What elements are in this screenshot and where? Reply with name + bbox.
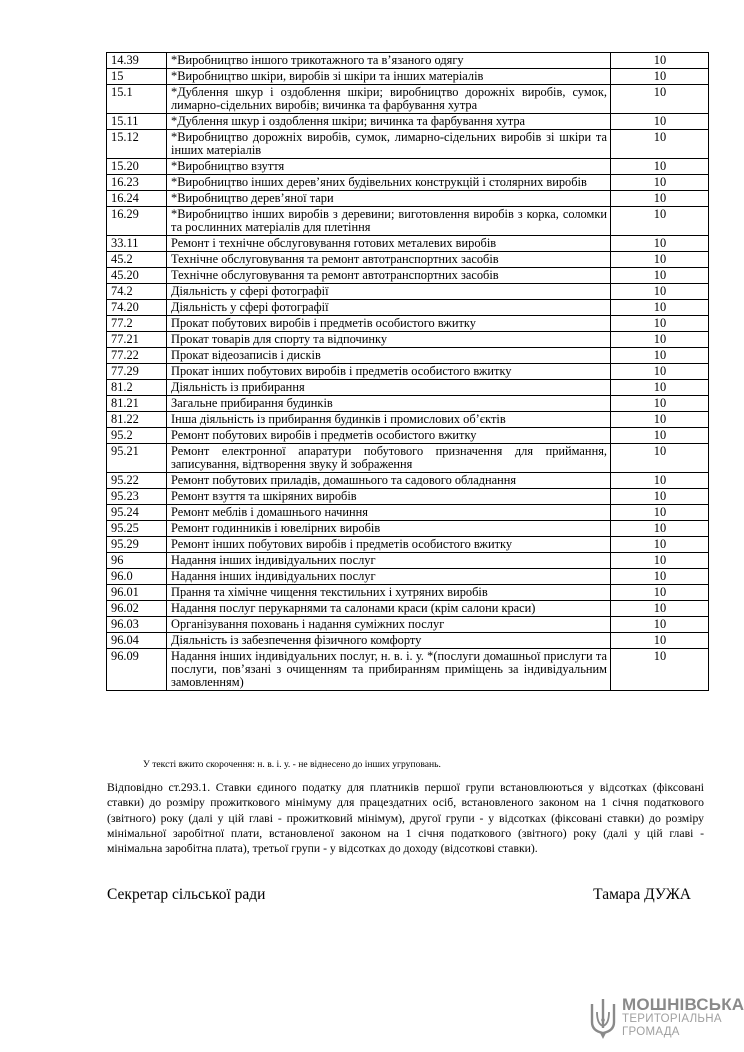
rate-cell: 10 [611,473,709,489]
table-row [107,428,709,444]
activity-name-cell: Організування поховань і надання суміжних послуг [167,617,611,633]
activity-name-cell: Ремонт інших побутових виробів і предметів особистого вжитку [167,537,611,553]
logo-line-2: ТЕРИТОРІАЛЬНА [622,1013,722,1025]
activity-name-cell: Прокат побутових виробів і предметів особистого вжитку [167,316,611,332]
table-row [107,364,709,380]
table-row [107,316,709,332]
activity-name-cell: *Виробництво дорожніх виробів, сумок, лимарно-сідельних виробів зі шкіри та інших матеріалів [167,130,611,159]
activity-name-cell: Діяльність у сфері фотографії [167,284,611,300]
activity-name-cell: *Виробництво інших дерев’яних будівельних конструкцій і столярних виробів [167,175,611,191]
kved-tax-rate-table [106,52,708,691]
code-cell: 16.23 [107,175,167,191]
rate-cell: 10 [611,649,709,691]
code-cell: 77.29 [107,364,167,380]
activity-name-cell: Ремонт годинників і ювелірних виробів [167,521,611,537]
code-cell: 95.21 [107,444,167,473]
rate-cell: 10 [611,130,709,159]
activity-name-cell: Прокат товарів для спорту та відпочинку [167,332,611,348]
table-row [107,617,709,633]
code-cell: 77.22 [107,348,167,364]
table-row [107,444,709,473]
table-row [107,537,709,553]
table-row [107,505,709,521]
code-cell: 15.11 [107,114,167,130]
table-row [107,268,709,284]
rate-cell: 10 [611,633,709,649]
activity-name-cell: Ремонт взуття та шкіряних виробів [167,489,611,505]
activity-name-cell: Надання інших індивідуальних послуг [167,569,611,585]
rate-cell: 10 [611,207,709,236]
rate-cell: 10 [611,268,709,284]
tax-rate-explanation-paragraph: Відповідно ст.293.1. Ставки єдиного податку для платників першої групи встановлюються у відсотках (фіксовані ставки) до розміру прожиткового мінімуму для працездатних осіб, встановленого законом на 1 січня податкового (звітного) року (далі у цій главі - прожитковий мінімум), другої групи - у відсотках (фіксовані ставки) до розміру мінімальної заробітної плати, встановленої законом на 1 січня податкового (звітного) року (далі у цій главі - мінімальна заробітна плата), третьої групи - у відсотках до доходу (відсоткові ставки). [107,781,704,856]
rate-cell: 10 [611,601,709,617]
activity-name-cell: Ремонт меблів і домашнього начиння [167,505,611,521]
activity-name-cell: *Дублення шкур і оздоблення шкіри; виробництво дорожніх виробів, сумок, лимарно-сідельних виробів; вичинка та фарбування хутра [167,85,611,114]
table-row [107,114,709,130]
table-row [107,569,709,585]
rate-cell: 10 [611,252,709,268]
rate-cell: 10 [611,300,709,316]
activity-name-cell: Загальне прибирання будинків [167,396,611,412]
table-row [107,601,709,617]
code-cell: 45.20 [107,268,167,284]
activity-name-cell: Технічне обслуговування та ремонт автотранспортних засобів [167,252,611,268]
code-cell: 81.2 [107,380,167,396]
rate-cell: 10 [611,585,709,601]
table-row [107,396,709,412]
rate-cell: 10 [611,396,709,412]
activity-name-cell: Інша діяльність із прибирання будинків і промислових об’єктів [167,412,611,428]
activity-name-cell: Діяльність із прибирання [167,380,611,396]
rate-cell: 10 [611,284,709,300]
code-cell: 95.23 [107,489,167,505]
rate-cell: 10 [611,553,709,569]
activity-name-cell: Прання та хімічне чищення текстильних і хутряних виробів [167,585,611,601]
table-row [107,284,709,300]
code-cell: 15.12 [107,130,167,159]
rate-cell: 10 [611,380,709,396]
table-row [107,412,709,428]
activity-name-cell: Діяльність із забезпечення фізичного комфорту [167,633,611,649]
code-cell: 95.24 [107,505,167,521]
rate-cell: 10 [611,53,709,69]
code-cell: 96.01 [107,585,167,601]
table-row [107,130,709,159]
community-logo [589,995,744,1043]
activity-name-cell: *Виробництво шкіри, виробів зі шкіри та інших матеріалів [167,69,611,85]
rate-cell: 10 [611,348,709,364]
table-row [107,380,709,396]
code-cell: 81.22 [107,412,167,428]
table-row [107,585,709,601]
rate-cell: 10 [611,489,709,505]
rate-cell: 10 [611,85,709,114]
activity-name-cell: Прокат інших побутових виробів і предметів особистого вжитку [167,364,611,380]
table-row [107,300,709,316]
signatory-position: Секретар сільської ради [107,886,266,903]
rate-cell: 10 [611,114,709,130]
activity-name-cell: Надання послуг перукарнями та салонами краси (крім салони краси) [167,601,611,617]
signatory-name: Тамара ДУЖА [593,886,691,903]
table-row [107,553,709,569]
code-cell: 95.2 [107,428,167,444]
code-cell: 81.21 [107,396,167,412]
rate-cell: 10 [611,69,709,85]
logo-line-3: ГРОМАДА [622,1026,680,1038]
code-cell: 16.29 [107,207,167,236]
trident-coat-of-arms-icon [589,998,617,1040]
code-cell: 77.2 [107,316,167,332]
activity-name-cell: *Виробництво взуття [167,159,611,175]
code-cell: 96.03 [107,617,167,633]
rate-cell: 10 [611,444,709,473]
table-row [107,489,709,505]
activity-name-cell: *Виробництво інших виробів з деревини; виготовлення виробів з корка, соломки та рослинних матеріалів для плетіння [167,207,611,236]
rate-cell: 10 [611,159,709,175]
activity-name-cell: Ремонт побутових приладів, домашнього та садового обладнання [167,473,611,489]
rate-cell: 10 [611,428,709,444]
code-cell: 74.2 [107,284,167,300]
activity-name-cell: Ремонт і технічне обслуговування готових металевих виробів [167,236,611,252]
rate-cell: 10 [611,505,709,521]
rate-cell: 10 [611,236,709,252]
rate-cell: 10 [611,364,709,380]
table-row [107,85,709,114]
activity-name-cell: Надання інших індивідуальних послуг [167,553,611,569]
code-cell: 45.2 [107,252,167,268]
code-cell: 96.0 [107,569,167,585]
rate-cell: 10 [611,191,709,207]
abbreviation-note: У тексті вжито скорочення: н. в. і. у. - не віднесено до інших угруповань. [143,759,441,770]
table-row [107,332,709,348]
activity-name-cell: *Виробництво іншого трикотажного та в’язаного одягу [167,53,611,69]
rate-cell: 10 [611,537,709,553]
logo-line-1: МОШНІВСЬКА [622,995,744,1014]
table-row [107,521,709,537]
table-row [107,53,709,69]
code-cell: 96.09 [107,649,167,691]
activity-name-cell: Надання інших індивідуальних послуг, н. в. і. у. *(послуги домашньої прислуги та послуги, пов’язані з очищенням та прибиранням приміщень за індивідуальним замовленням) [167,649,611,691]
code-cell: 95.22 [107,473,167,489]
activity-name-cell: Ремонт побутових виробів і предметів особистого вжитку [167,428,611,444]
table-row [107,348,709,364]
code-cell: 16.24 [107,191,167,207]
table-row [107,191,709,207]
table-row [107,175,709,191]
code-cell: 96.04 [107,633,167,649]
activity-name-cell: Технічне обслуговування та ремонт автотранспортних засобів [167,268,611,284]
code-cell: 96 [107,553,167,569]
code-cell: 74.20 [107,300,167,316]
activity-name-cell: Діяльність у сфері фотографії [167,300,611,316]
table-row [107,159,709,175]
kved-table [106,52,709,691]
code-cell: 15.20 [107,159,167,175]
rate-cell: 10 [611,175,709,191]
kved-table-body [107,53,709,691]
activity-name-cell: *Виробництво дерев’яної тари [167,191,611,207]
table-row [107,69,709,85]
code-cell: 33.11 [107,236,167,252]
rate-cell: 10 [611,569,709,585]
table-row [107,649,709,691]
code-cell: 96.02 [107,601,167,617]
code-cell: 95.25 [107,521,167,537]
table-row [107,207,709,236]
rate-cell: 10 [611,316,709,332]
code-cell: 14.39 [107,53,167,69]
activity-name-cell: Прокат відеозаписів і дисків [167,348,611,364]
activity-name-cell: *Дублення шкур і оздоблення шкіри; вичинка та фарбування хутра [167,114,611,130]
table-row [107,473,709,489]
table-row [107,252,709,268]
code-cell: 77.21 [107,332,167,348]
rate-cell: 10 [611,521,709,537]
code-cell: 15 [107,69,167,85]
activity-name-cell: Ремонт електронної апаратури побутового призначення для приймання, записування, відтворення звуку й зображення [167,444,611,473]
rate-cell: 10 [611,412,709,428]
code-cell: 95.29 [107,537,167,553]
code-cell: 15.1 [107,85,167,114]
rate-cell: 10 [611,332,709,348]
table-row [107,633,709,649]
table-row [107,236,709,252]
rate-cell: 10 [611,617,709,633]
